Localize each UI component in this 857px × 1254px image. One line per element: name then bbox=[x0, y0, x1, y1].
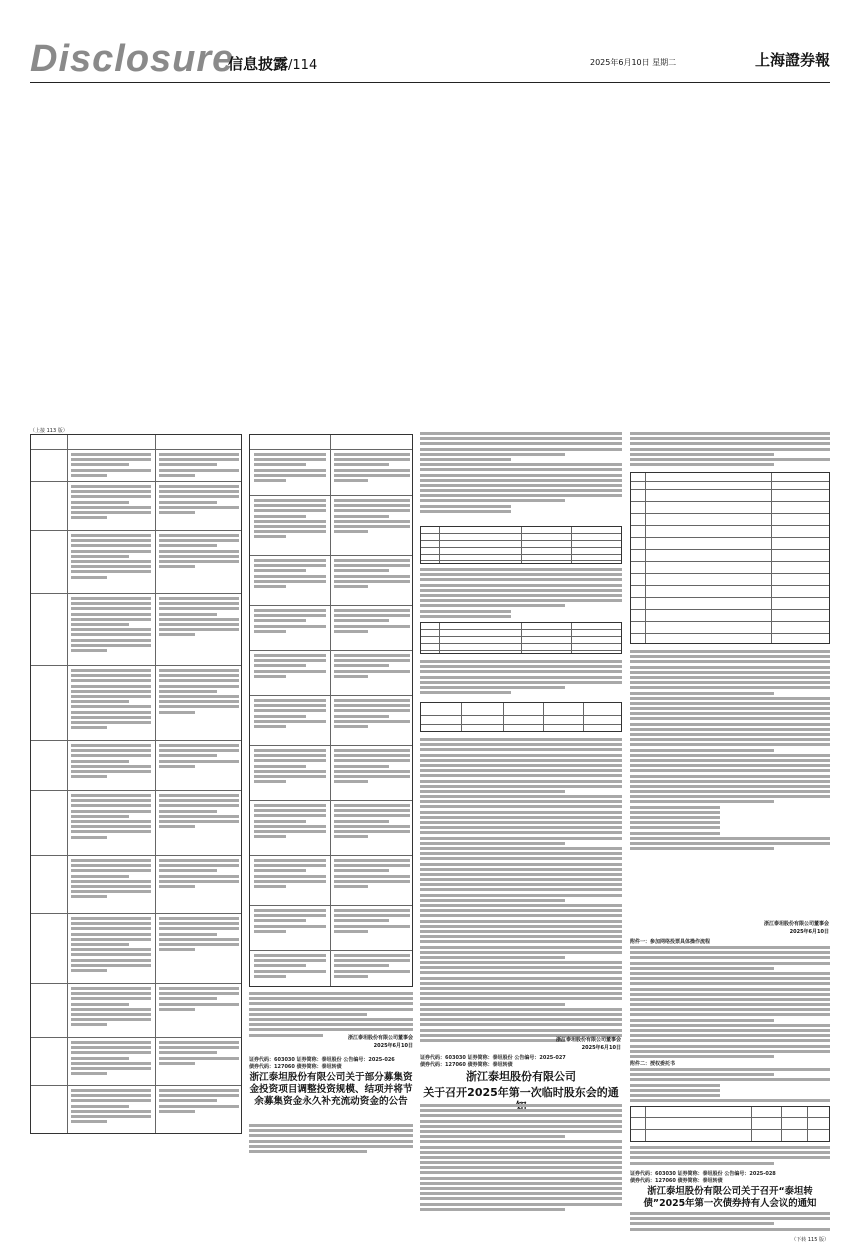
col4-body-text-2 bbox=[630, 650, 830, 852]
amendment-table-right bbox=[249, 434, 413, 987]
col2-headline: 浙江泰坦股份有限公司关于部分募集资金投资项目调整投资规模、结项并将节余募集资金永久补充流动资金的公告 bbox=[249, 1072, 413, 1107]
col2-signature-date: 2025年6月10日 bbox=[373, 1043, 413, 1049]
col4-signature-date: 2025年6月10日 bbox=[789, 929, 829, 935]
col3-table-2 bbox=[420, 622, 622, 654]
col3-table-1 bbox=[420, 526, 622, 564]
col3-signature-date: 2025年6月10日 bbox=[581, 1045, 621, 1051]
col3-body-text-2 bbox=[420, 568, 622, 620]
col4-attachment-heading: 附件一：参加网络投票具体操作流程 bbox=[630, 939, 711, 945]
col3-notice-body bbox=[420, 1104, 622, 1213]
masthead bbox=[30, 40, 830, 78]
col4-body-text-1 bbox=[630, 432, 830, 468]
col4-voting-table bbox=[630, 472, 830, 644]
col2-stock-info: 证券代码：603030 证券简称：泰坦股份 公告编号：2025-026 bbox=[249, 1057, 395, 1063]
col3-table-3 bbox=[420, 702, 622, 732]
col3-body-text-3 bbox=[420, 660, 622, 696]
col2-bond-info: 债券代码：127060 债券简称：泰坦转债 bbox=[249, 1064, 342, 1070]
col3-stock-info: 证券代码：603030 证券简称：泰坦股份 公告编号：2025-027 bbox=[420, 1055, 566, 1061]
col4-company-signature: 浙江泰坦股份有限公司董事会 bbox=[763, 921, 829, 927]
col4-bond-info: 债券代码：127060 债券简称：泰坦转债 bbox=[630, 1178, 723, 1184]
col4-notice-body bbox=[630, 1212, 830, 1233]
col3-company-signature: 浙江泰坦股份有限公司董事会 bbox=[555, 1037, 621, 1043]
col2-board-signature: 浙江泰坦股份有限公司董事会 bbox=[347, 1035, 413, 1041]
col4-proxy-table bbox=[630, 1106, 830, 1142]
col4-proxy-body bbox=[630, 1068, 830, 1104]
masthead-rule bbox=[30, 82, 830, 83]
col3-body-text-4 bbox=[420, 738, 622, 1044]
col3-bond-info: 债券代码：127060 债券简称：泰坦转债 bbox=[420, 1062, 513, 1068]
col3-headline-notice: 关于召开2025年第一次临时股东会的通 bbox=[423, 1086, 619, 1099]
col4-attachment-body bbox=[630, 946, 830, 1060]
issue-date: 2025年6月10日 星期二 bbox=[590, 58, 677, 67]
newspaper-brand: 上海證券報 bbox=[754, 51, 830, 69]
continuation-note: （上接 113 版） bbox=[30, 428, 68, 434]
col4-stock-info: 证券代码：603030 证券简称：泰坦股份 公告编号：2025-028 bbox=[630, 1171, 776, 1177]
col3-body-text-1 bbox=[420, 432, 622, 515]
section-category bbox=[228, 53, 317, 74]
col4-proxy-notes bbox=[630, 1146, 830, 1167]
col4-headline: 浙江泰坦股份有限公司关于召开“泰坦转债”2025年第一次债券持有人会议的通知 bbox=[643, 1186, 817, 1209]
col2-body-text bbox=[249, 992, 413, 1039]
col4-proxy-heading: 附件二：授权委托书 bbox=[630, 1061, 676, 1067]
section-word: Disclosure bbox=[30, 38, 235, 80]
col3-headline-company: 浙江泰坦股份有限公司 bbox=[466, 1070, 576, 1083]
col2-lead-text bbox=[249, 1124, 413, 1155]
continue-note: （下转 115 版） bbox=[791, 1237, 829, 1243]
page-number: /114 bbox=[288, 58, 318, 73]
amendment-table-left bbox=[30, 434, 242, 1134]
category-label: 信息披露 bbox=[228, 55, 289, 73]
